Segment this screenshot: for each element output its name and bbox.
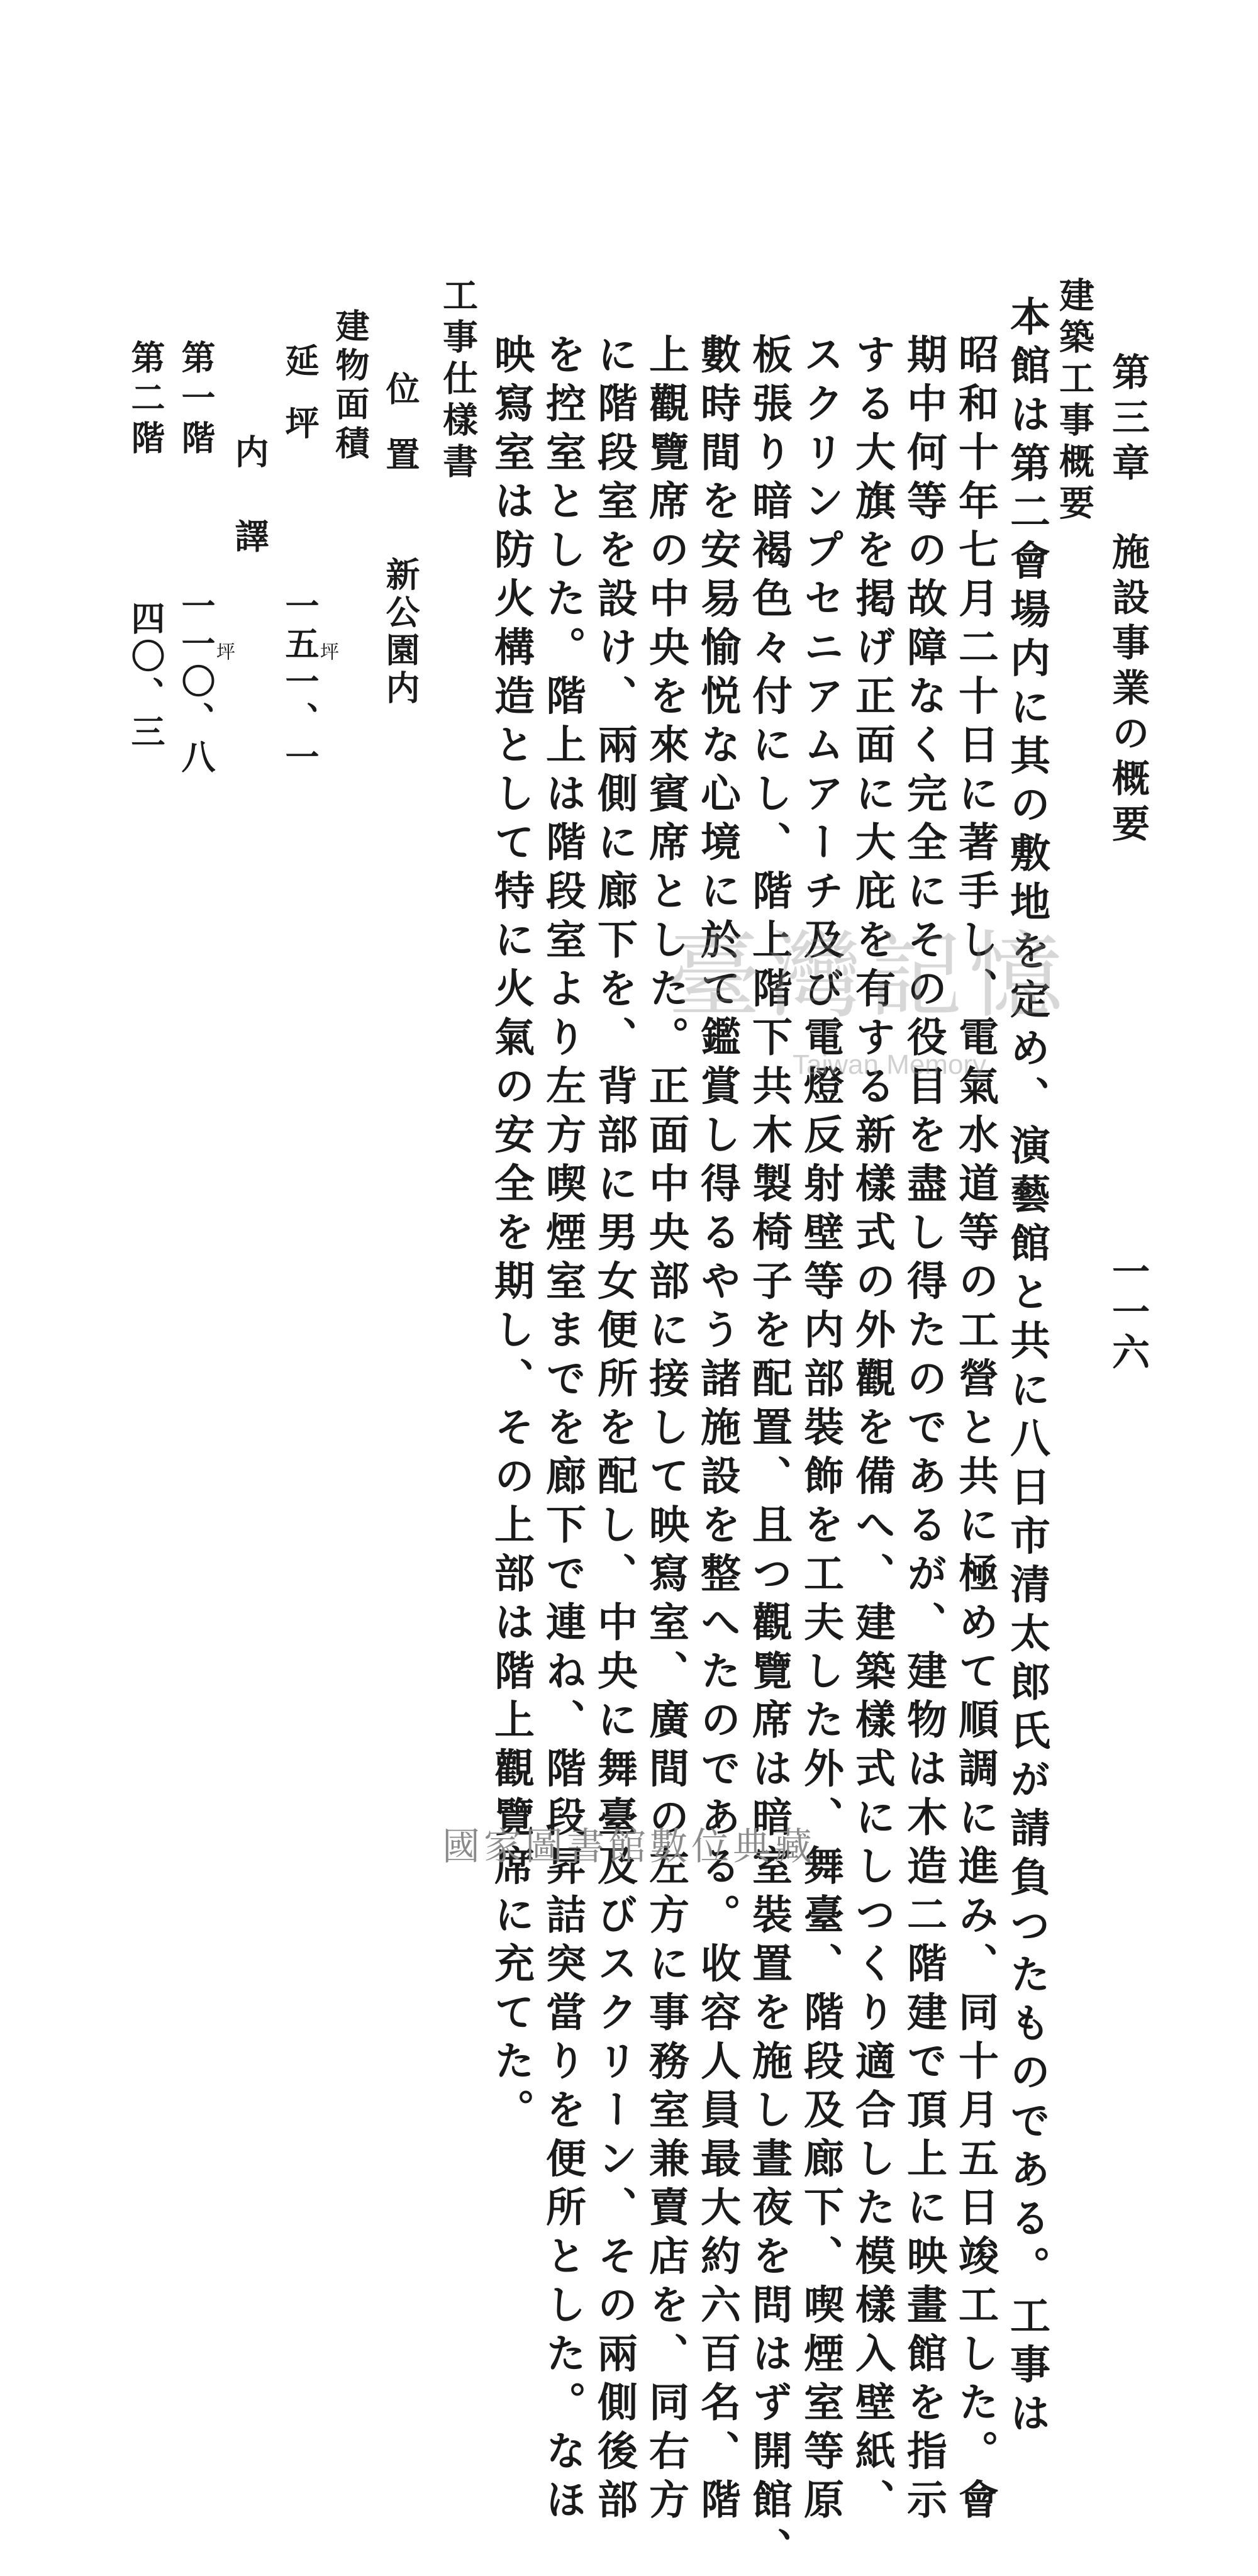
first-floor-value: 一一〇、八 (176, 588, 216, 777)
first-floor-label: 第一階 (176, 340, 216, 460)
watermark-logo: 臺灣記憶 (667, 922, 1070, 1031)
paragraph-line-9: に階段室を設け、兩側に廊下を、背部に男女便所を配し、中央に舞臺及びスクリーン、その兩側後部 (591, 333, 638, 2528)
paragraph-line-5: スクリンプセニアムアーチ及び電燈反射壁等内部裝飾を工夫した外、舞臺、階段及廊下、喫煙室等原 (797, 333, 844, 2528)
watermark-english: Taiwan Memory (793, 1049, 987, 1080)
paragraph-line-4: する大旗を掲げ正面に大庇を有する新樣式の外觀を備へ、建築樣式にしつくり適合した模樣入壁紙、 (849, 333, 896, 2528)
breakdown-label: 内譯 (230, 434, 270, 603)
location-label: 位置 (381, 371, 421, 502)
location-value: 新公園内 (381, 557, 421, 708)
section-title: 建築工事概要 (1054, 277, 1095, 526)
first-floor-unit: 坪 (213, 642, 235, 661)
building-area-label: 建物面積 (330, 308, 370, 464)
second-floor-label: 第二階 (126, 340, 166, 460)
paragraph-line-1: 本館は第二會場内に其の敷地を定め、演藝館と共に八日市清太郎氏が請負つたものである。工事は (1003, 296, 1050, 2441)
chapter-label: 第三章 (1106, 352, 1150, 488)
paragraph-line-10: を控室とした。階上は階段室より左方喫煙室までを廊下で連ね、階段昇詰突當りを便所とした。なほ (539, 333, 586, 2528)
paragraph-line-8: 上觀覽席の中央を來賓席とした。正面中央部に接して映寫室、廣間の左方に事務室兼賣店を、同右方 (642, 333, 689, 2528)
paragraph-line-6: 板張り暗褐色々付にし、階上階下共木製椅子を配置、且つ觀覽席は暗室裝置を施し晝夜を問はず開館、 (745, 333, 793, 2576)
floor-area-label: 延坪 (280, 343, 320, 467)
floor-area-value: 一五一、一 (280, 588, 320, 777)
paragraph-line-11: 映寫室は防火構造として特に火氣の安全を期し、その上部は階上觀覽席に充てた。 (487, 333, 535, 2138)
paragraph-line-7: 數時間を安易愉悦な心境に於て鑑賞し得るやう諸施設を整へたのである。收容人員最大約六百名、階 (694, 333, 741, 2528)
page-number: 一一六 (1106, 1252, 1150, 1373)
chapter-title: 施設事業の概要 (1106, 532, 1150, 849)
paragraph-line-2: 昭和十年七月二十日に著手し、電氣水道等の工營と共に極めて順調に進み、同十月五日竣工した。會 (952, 333, 999, 2528)
specs-title: 工事仕樣書 (437, 277, 479, 484)
running-header-chapter (1106, 352, 1150, 849)
floor-area-unit: 坪 (316, 642, 338, 661)
paragraph-line-3: 期中何等の故障なく完全にその役目を盡し得たのであるが、建物は木造二階建で頂上に映畫館を指示 (900, 333, 947, 2528)
second-floor-value: 四〇、三 (126, 601, 166, 752)
library-footer: 國家圖書館數位典藏 (442, 1825, 816, 1869)
